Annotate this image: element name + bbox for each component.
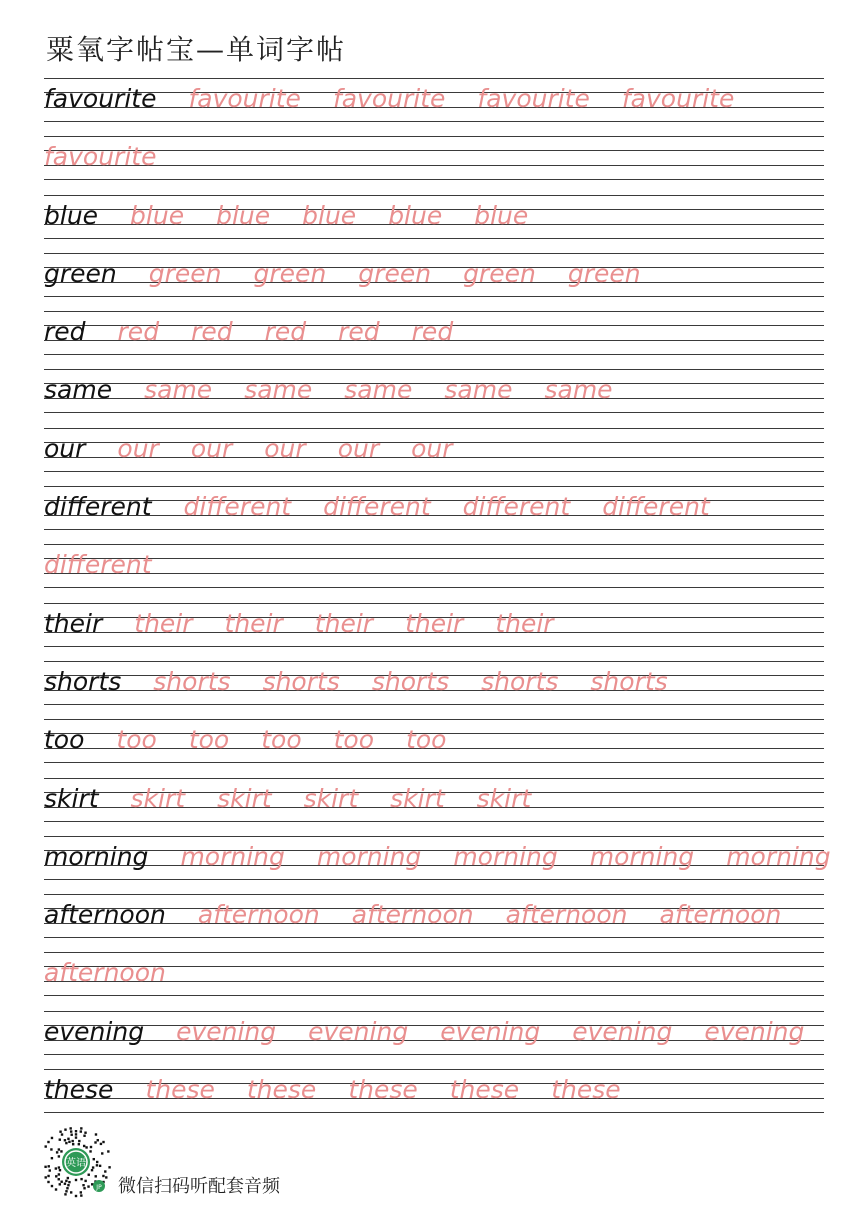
ruled-line — [44, 486, 824, 487]
trace-word: our — [190, 433, 233, 463]
ruled-line — [44, 78, 824, 79]
trace-word: evening — [572, 1016, 673, 1046]
trace-word: too — [406, 725, 447, 755]
ruled-line — [44, 179, 824, 180]
practice-row — [44, 894, 824, 952]
trace-word: different — [602, 492, 710, 522]
trace-word: blue — [216, 200, 271, 230]
ruled-line — [44, 354, 824, 355]
trace-word: red — [411, 317, 454, 347]
qr-code-icon[interactable] — [40, 1126, 112, 1198]
trace-word: evening — [704, 1016, 805, 1046]
ruled-line — [44, 704, 824, 705]
ruled-line — [44, 646, 824, 647]
practice-row — [44, 836, 831, 894]
model-word: these — [44, 1075, 114, 1105]
trace-word: these — [449, 1075, 520, 1105]
model-word: skirt — [44, 783, 99, 813]
trace-word: favourite — [621, 84, 735, 113]
model-word: evening — [44, 1016, 145, 1046]
trace-word: afternoon — [505, 900, 628, 930]
ruled-line — [44, 412, 824, 413]
trace-word: skirt — [390, 783, 445, 813]
ruled-line — [44, 894, 824, 895]
word-line — [44, 84, 824, 114]
model-word: afternoon — [44, 900, 166, 930]
word-line — [44, 900, 824, 930]
practice-row — [44, 253, 824, 311]
ruled-line — [44, 587, 824, 588]
trace-word: our — [411, 433, 453, 463]
trace-word: our — [117, 433, 159, 463]
ruled-line — [44, 1011, 824, 1012]
trace-word: blue — [130, 200, 185, 230]
trace-word: afternoon — [44, 958, 166, 988]
ruled-line — [44, 121, 824, 122]
ruled-line — [44, 136, 824, 137]
trace-word: favourite — [332, 84, 446, 113]
qr-center-label: 英语 — [66, 1158, 86, 1169]
trace-word: red — [191, 317, 233, 347]
trace-word: favourite — [477, 84, 590, 113]
trace-word: their — [224, 608, 283, 638]
trace-word: these — [551, 1075, 621, 1105]
trace-word: skirt — [476, 783, 532, 813]
practice-row — [44, 195, 824, 253]
ruled-line — [44, 778, 824, 779]
practice-row — [44, 1069, 824, 1127]
trace-word: too — [333, 725, 375, 755]
model-word: our — [44, 433, 86, 463]
trace-word: same — [244, 375, 313, 405]
model-word: too — [44, 725, 85, 755]
trace-word: morning — [453, 841, 558, 871]
word-line — [44, 958, 824, 988]
word-line — [44, 667, 824, 697]
word-line — [44, 259, 824, 289]
trace-word: shorts — [262, 666, 340, 696]
trace-word: same — [144, 375, 213, 405]
word-line — [44, 492, 824, 522]
practice-row — [44, 369, 824, 427]
ruled-line — [44, 544, 824, 545]
ruled-line — [44, 821, 824, 822]
practice-row — [44, 1011, 824, 1069]
trace-word: same — [344, 375, 413, 405]
model-word: morning — [44, 841, 149, 871]
trace-word: too — [116, 725, 157, 755]
practice-row — [44, 661, 824, 719]
trace-word: different — [462, 492, 571, 522]
trace-word: shorts — [590, 666, 668, 696]
ruled-line — [44, 238, 824, 239]
trace-word: their — [405, 608, 464, 638]
model-word: blue — [44, 200, 99, 230]
trace-word: morning — [180, 841, 285, 871]
ruled-line — [44, 762, 824, 763]
practice-row — [44, 428, 824, 486]
trace-word: different — [323, 492, 431, 522]
trace-word: green — [463, 258, 536, 288]
trace-word: shorts — [481, 666, 559, 696]
trace-word: shorts — [371, 666, 450, 696]
ruled-line — [44, 369, 824, 370]
ruled-line — [44, 603, 824, 604]
practice-row — [44, 952, 824, 1010]
model-word: their — [44, 608, 103, 638]
trace-word: favourite — [188, 84, 301, 113]
trace-word: afternoon — [659, 900, 782, 930]
ruled-line — [44, 253, 824, 254]
model-word: favourite — [44, 84, 157, 113]
ruled-line — [44, 836, 824, 837]
ruled-line — [44, 879, 824, 880]
trace-word: our — [337, 433, 380, 463]
trace-word: these — [145, 1075, 215, 1105]
trace-word: morning — [316, 841, 422, 871]
qr-badge-label: JP — [96, 1184, 102, 1191]
practice-rows — [44, 78, 831, 1127]
trace-word: different — [44, 550, 152, 580]
trace-word: green — [253, 258, 327, 288]
word-line — [44, 725, 824, 755]
word-line — [44, 550, 824, 580]
trace-word: these — [246, 1075, 317, 1105]
ruled-line — [44, 995, 824, 996]
ruled-line — [44, 1069, 824, 1070]
page-title: 粟氧字帖宝—单词字帖 — [46, 33, 347, 66]
trace-word: blue — [302, 200, 357, 230]
trace-word: their — [314, 608, 374, 638]
trace-word: skirt — [217, 783, 272, 813]
trace-word: same — [444, 375, 513, 405]
practice-row — [44, 486, 824, 544]
ruled-line — [44, 719, 824, 720]
trace-word: same — [544, 375, 613, 405]
trace-word: red — [338, 317, 380, 347]
trace-word: green — [567, 258, 641, 288]
trace-word: skirt — [303, 783, 359, 813]
word-line — [44, 1017, 824, 1047]
practice-row — [44, 136, 824, 194]
ruled-line — [44, 937, 824, 938]
practice-row — [44, 778, 824, 836]
ruled-line — [44, 311, 824, 312]
trace-word: their — [134, 608, 193, 638]
trace-word: green — [358, 258, 432, 288]
ruled-line — [44, 1054, 824, 1055]
trace-word: blue — [474, 200, 529, 230]
model-word: same — [44, 375, 113, 405]
practice-row — [44, 311, 824, 369]
word-line — [44, 375, 824, 405]
trace-word: too — [261, 725, 302, 755]
trace-word: afternoon — [351, 900, 474, 930]
footer-caption: 微信扫码听配套音频 — [118, 1176, 280, 1197]
trace-word: blue — [388, 200, 443, 230]
model-word: shorts — [44, 666, 122, 696]
model-word: green — [44, 258, 117, 288]
trace-word: our — [264, 433, 306, 463]
word-line — [44, 784, 824, 814]
word-line — [44, 1075, 824, 1105]
word-line — [44, 434, 824, 464]
word-line — [44, 841, 831, 872]
trace-word: different — [183, 492, 292, 522]
trace-word: favourite — [44, 142, 157, 172]
model-word: different — [44, 492, 152, 522]
trace-word: evening — [176, 1016, 277, 1046]
ruled-line — [44, 195, 824, 196]
trace-word: morning — [726, 841, 831, 871]
ruled-line — [44, 1112, 824, 1113]
word-line — [44, 201, 824, 231]
trace-word: shorts — [153, 666, 231, 696]
trace-word: red — [117, 317, 160, 347]
ruled-line — [44, 428, 824, 429]
trace-word: their — [495, 608, 554, 638]
practice-row — [44, 544, 824, 602]
footer — [40, 1126, 440, 1201]
trace-word: red — [264, 317, 307, 347]
trace-word: too — [188, 725, 230, 755]
trace-word: evening — [440, 1016, 541, 1046]
ruled-line — [44, 471, 824, 472]
ruled-line — [44, 952, 824, 953]
trace-word: morning — [589, 841, 695, 871]
trace-word: these — [348, 1075, 418, 1105]
practice-row — [44, 603, 824, 661]
ruled-line — [44, 529, 824, 530]
word-line — [44, 142, 824, 172]
practice-row — [44, 719, 824, 777]
trace-word: afternoon — [197, 900, 320, 930]
word-line — [44, 317, 824, 347]
trace-word: skirt — [130, 783, 186, 813]
trace-word: evening — [308, 1016, 409, 1046]
trace-word: green — [148, 258, 222, 288]
ruled-line — [44, 661, 824, 662]
model-word: red — [44, 317, 86, 347]
word-line — [44, 609, 824, 639]
ruled-line — [44, 296, 824, 297]
practice-row — [44, 78, 824, 136]
